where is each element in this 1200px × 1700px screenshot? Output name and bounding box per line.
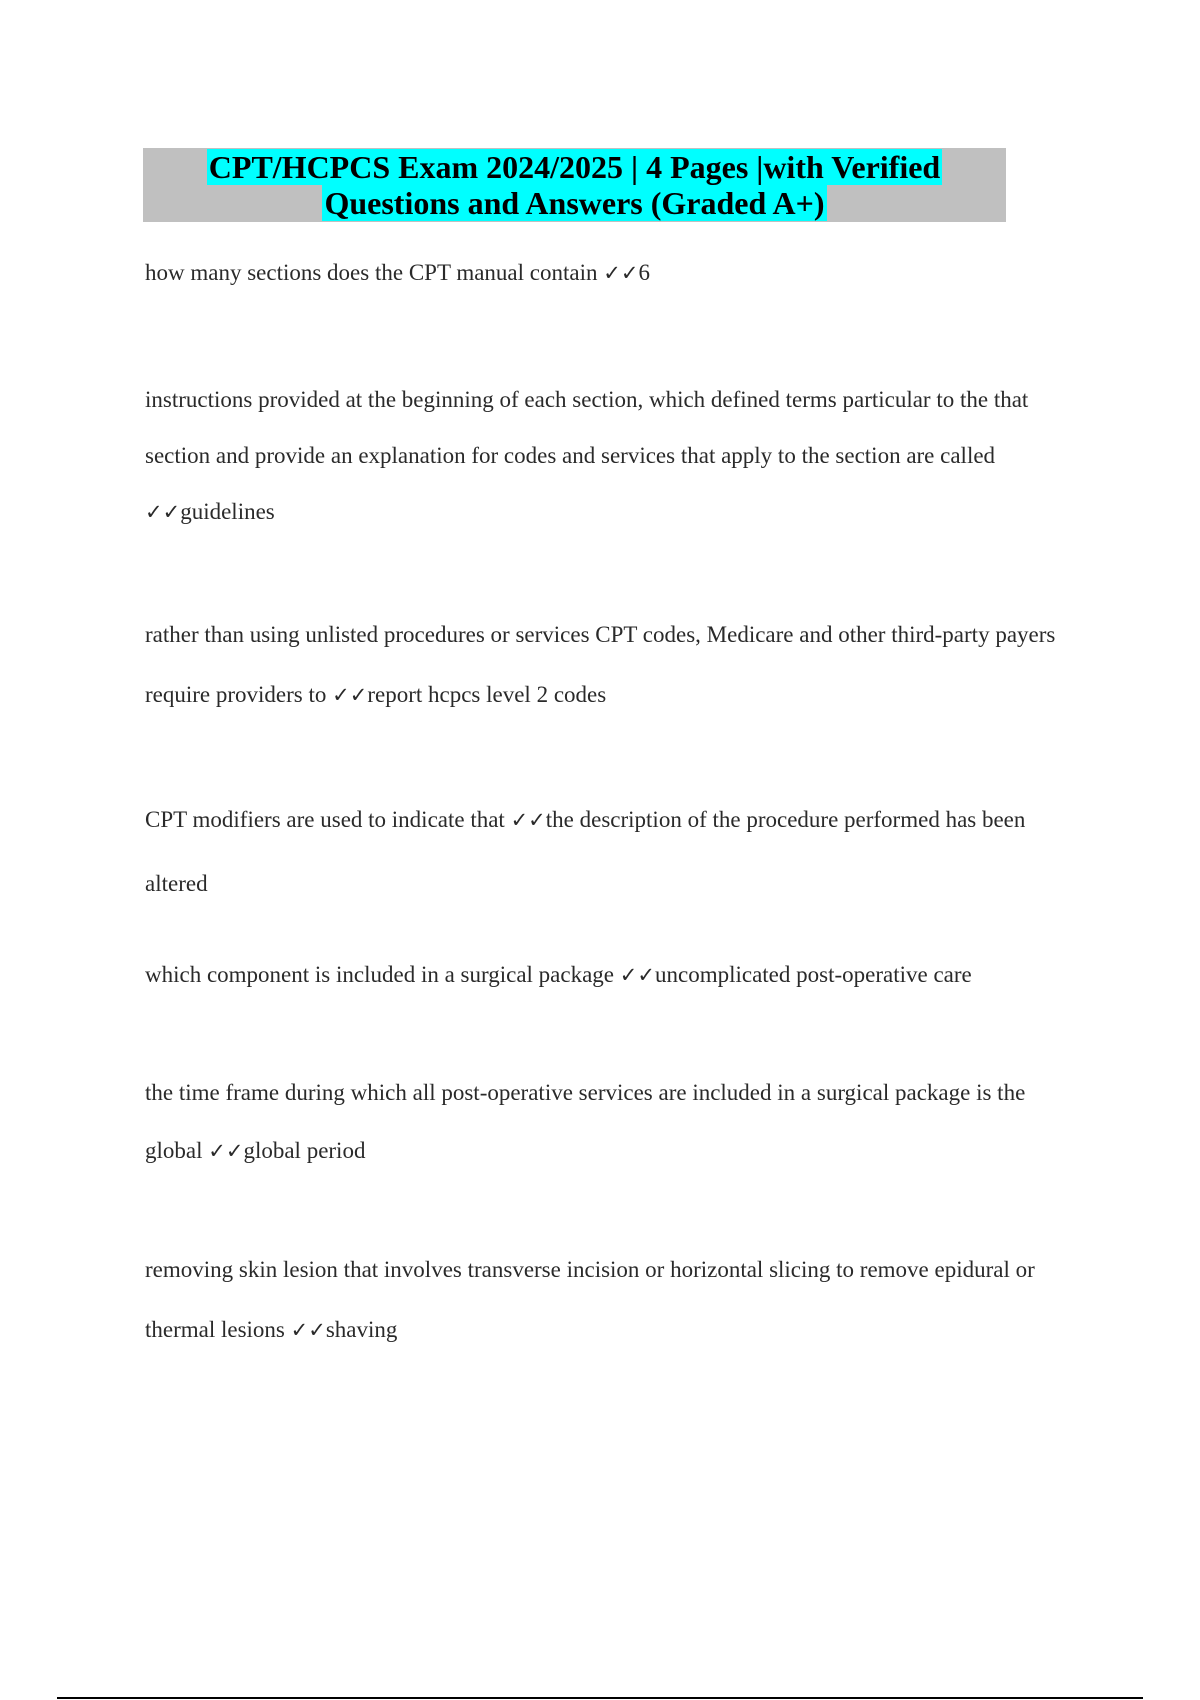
answer-text: the description of the procedure performed has been altered xyxy=(145,807,1026,896)
answer-text: 6 xyxy=(638,260,650,285)
double-check-icon: ✓✓ xyxy=(332,683,368,707)
qa-item-2 xyxy=(145,372,1085,540)
double-check-icon: ✓✓ xyxy=(603,261,639,285)
answer-text: uncomplicated post-operative care xyxy=(654,962,972,987)
double-check-icon: ✓✓ xyxy=(290,1318,326,1342)
answer-text: shaving xyxy=(325,1317,398,1342)
question-text: instructions provided at the beginning of each section, which defined terms particular to the that section and provide an explanation for codes and services that apply to the section are called xyxy=(145,387,1029,468)
double-check-icon: ✓✓ xyxy=(208,1139,244,1163)
footer-divider xyxy=(57,1697,1143,1699)
qa-item-7 xyxy=(145,1240,1085,1360)
qa-item-3 xyxy=(145,605,1085,725)
title-line-2: Questions and Answers (Graded A+) xyxy=(324,185,825,221)
question-text: CPT modifiers are used to indicate that xyxy=(145,807,511,832)
answer-text: global period xyxy=(243,1138,366,1163)
double-check-icon: ✓✓ xyxy=(619,963,655,987)
question-text: the time frame during which all post-operative services are included in a surgical package is the global xyxy=(145,1080,1026,1163)
title-line-1: CPT/HCPCS Exam 2024/2025 | 4 Pages |with Verified xyxy=(208,149,941,185)
answer-text: guidelines xyxy=(180,499,275,524)
question-text: how many sections does the CPT manual contain xyxy=(145,260,604,285)
qa-item-4 xyxy=(145,788,1085,916)
double-check-icon: ✓✓ xyxy=(145,500,181,524)
question-text: which component is included in a surgical package xyxy=(145,962,620,987)
qa-item-6 xyxy=(145,1064,1085,1180)
qa-item-5 xyxy=(145,960,1085,990)
document-title xyxy=(143,148,1006,222)
question-text: rather than using unlisted procedures or services CPT codes, Medicare and other third-party payers require providers to xyxy=(145,622,1056,707)
question-text: removing skin lesion that involves transverse incision or horizontal slicing to remove epidural or thermal lesions xyxy=(145,1257,1035,1342)
answer-text: report hcpcs level 2 codes xyxy=(367,682,607,707)
qa-item-1 xyxy=(145,258,1085,288)
double-check-icon: ✓✓ xyxy=(510,808,546,832)
